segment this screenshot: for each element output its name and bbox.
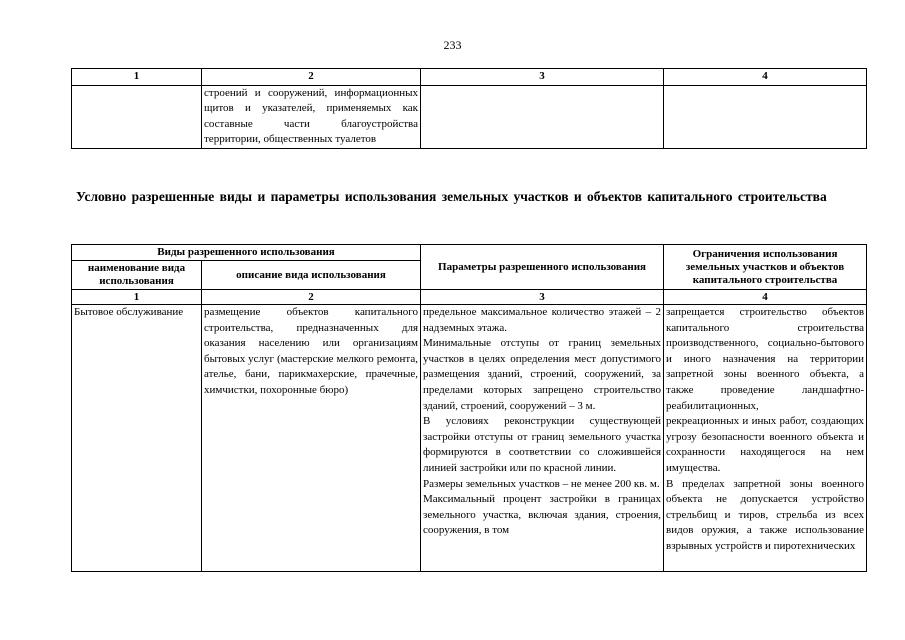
restrictions-cell	[664, 305, 867, 572]
col-number-4: 4	[664, 69, 867, 86]
col-number-2: 2	[202, 290, 421, 305]
use-description: размещение объектов капитального строительства, предназначенных для оказания населению или организациям бытовых услуг (мастерские мелкого ремонта, ателье, бани, парикмахерские, прачечные, химчистки, похоронные бюро)	[204, 306, 419, 396]
use-description-cell	[202, 305, 421, 572]
cell-col1	[72, 85, 202, 148]
restriction-paragraph: В пределах запретной зоны военного объекта не допускается устройство стрельбищ и тиров, стрельба из всех видов оружия, а также использование взрывных устройств и пиротехнических	[666, 477, 865, 552]
cell-col4	[664, 85, 867, 148]
col-number-2: 2	[202, 69, 421, 86]
name-header: наименование вида использования	[72, 261, 202, 290]
cell-col2: строений и сооружений, информационных щитов и указателей, применяемых как составные части благоустройства территории, общественных туалетов	[202, 85, 421, 148]
cell-col3	[421, 85, 664, 148]
col-number-4: 4	[664, 290, 867, 305]
description-header: описание вида использования	[202, 261, 421, 290]
params-text	[423, 305, 661, 571]
restriction-paragraph: рекреационных и иных работ, создающих угрозу безопасности военного объекта и сохранности находящегося на нем имущества.	[666, 415, 865, 474]
param-paragraph: Размеры земельных участков – не менее 200 кв. м.	[423, 477, 660, 490]
col-number-1: 1	[72, 290, 202, 305]
col-number-3: 3	[421, 69, 664, 86]
param-paragraph: предельное максимальное количество этажей – 2 надземных этажа.	[423, 306, 662, 334]
col-number-1: 1	[72, 69, 202, 86]
section-heading: Условно разрешенные виды и параметры использования земельных участков и объектов капитального строительства	[76, 189, 827, 204]
group-header: Виды разрешенного использования	[72, 245, 421, 261]
table-header-row-1	[72, 245, 867, 261]
param-paragraph: В условиях реконструкции существующей застройки отступы от границ земельного участка формируются в соответствии со сложившейся линией застройки или по красной линии.	[423, 415, 662, 474]
params-header: Параметры разрешенного использования	[421, 245, 664, 290]
param-paragraph: Максимальный процент застройки в границах земельного участка, включая здания, строения, сооружения, в том	[423, 493, 662, 537]
param-paragraph: Минимальные отступы от границ земельных участков в целях определения мест допустимого размещения зданий, строений, сооружений, за пределами которых запрещено строительство зданий, строений, сооружений – 3 м.	[423, 337, 662, 412]
table-row	[72, 85, 867, 148]
use-name: Бытовое обслуживание	[74, 306, 184, 318]
table-header-numbers	[72, 290, 867, 305]
restriction-paragraph: запрещается строительство объектов капитального строительства производственного, социально-бытового и иного назначения на территории запретной зоны военного объекта, а также проведение ландшафтно-реабилитационных,	[666, 306, 865, 412]
page-number: 233	[443, 38, 462, 52]
params-cell	[421, 305, 664, 572]
use-name-cell	[72, 305, 202, 572]
restrictions-header: Ограничения использования земельных участков и объектов капитального строительства	[664, 245, 867, 290]
land-use-table	[71, 244, 867, 572]
restrictions-text	[666, 305, 864, 571]
continuation-table	[71, 68, 867, 149]
col-number-3: 3	[421, 290, 664, 305]
table-header-numbers	[72, 69, 867, 86]
table-row	[72, 305, 867, 572]
